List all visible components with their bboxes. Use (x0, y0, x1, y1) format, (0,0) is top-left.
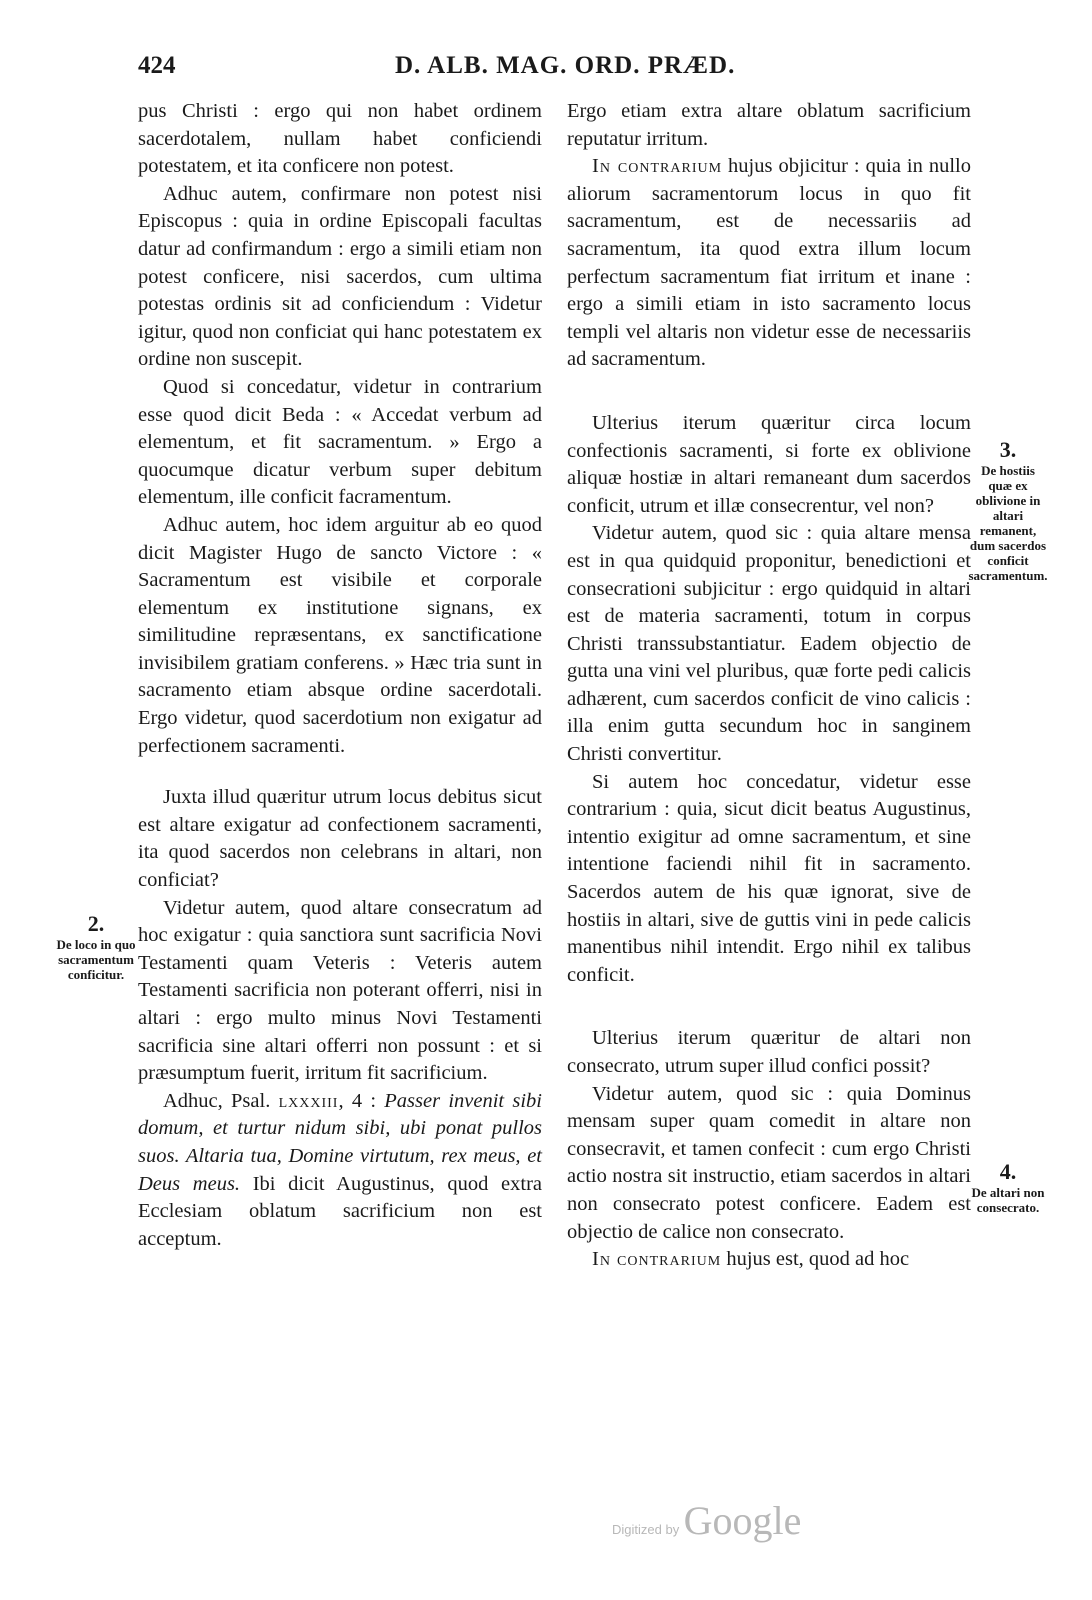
paragraph (567, 153, 971, 374)
paragraph: Ulterius iterum quæritur de altari non consecrato, utrum super illud confici possit? (567, 1027, 971, 1077)
text-run: Adhuc, Psal. (163, 1089, 279, 1112)
watermark-prefix: Digitized by (612, 1522, 680, 1537)
paragraph: Videtur autem, quod sic : quia Dominus mensam super quam comedit in altare non consecravit, et tamen confecit : cum ergo Christi actio nostra sit instructio, etiam sacerdos in altari non consecrato potest conficere. Eadem est objectio de calice non consecrato. (567, 1082, 971, 1243)
psalm-reference: lxxxiii (278, 1089, 339, 1112)
left-column (138, 98, 542, 1253)
paragraph: Videtur autem, quod sic : quia altare mensa est in qua quidquid proponitur, benedictioni et consecrationi subjicitur : ergo quidquid in altari est de materia sacramenti, totum in corpus Christi transsubstantiatur. Eadem objectio de gutta una vini vel pluribus, quæ forte pedi calicis adhærent, cum sacerdos conficit de vino calicis : illa enim gutta secundum hoc in sanginem Christi convertitur. (567, 522, 971, 766)
margin-note-3 (968, 437, 1048, 583)
paragraph: Quod si concedatur, videtur in contrarium esse quod dicit Beda : « Accedat verbum ad elementum, et fit sacramentum. » Ergo a quocumque dicatur verbum super debitum elementum, ille conficit facramentum. (138, 375, 542, 509)
margin-note-4 (968, 1159, 1048, 1215)
text-run: Ibi dicit Augustinus, quod extra Ecclesiam oblatum sacrificium non est acceptum. (138, 1172, 542, 1250)
digitized-watermark (612, 1497, 801, 1544)
paragraph: Adhuc autem, hoc idem arguitur ab eo quod dicit Magister Hugo de sancto Victore : « Sacramentum est visibile et corporale elementum ex institutione signans, ex similitudine repræsentans, ex sanctificatione invisibilem gratiam conferens. » Hæc tria sunt in sacramento etiam absque ordine sacerdotali. Ergo videtur, quod sacerdotium non exigatur ad perfectionem sacramenti. (138, 513, 542, 757)
paragraph (567, 1246, 971, 1274)
paragraph: Ergo etiam extra altare oblatum sacrificium reputatur irritum. (567, 100, 971, 150)
section-number: 2. (87, 911, 105, 936)
scripture-quote: Passer invenit sibi domum, et turtur nidum sibi, ubi ponat pullos suos. Altaria tua, Domine virtutum, rex meus, et Deus meus. (138, 1089, 542, 1195)
margin-gloss: De hostiis quæ ex oblivione in altari remanent, dum sacerdos conficit sacramentum. (968, 463, 1048, 583)
running-title: D. ALB. MAG. ORD. PRÆD. (395, 52, 736, 79)
paragraph: Ulterius iterum quæritur circa locum confectionis sacramenti, si forte ex oblivione aliquæ hostiæ in altari remaneant dum sacerdos conficit, utrum et illæ consecrentur, vel non? (567, 411, 971, 517)
margin-note-2 (52, 911, 140, 982)
paragraph: pus Christi : ergo qui non habet ordinem sacerdotalem, nullam habet conficiendi potestatem, et ita conficere non potest. (138, 100, 542, 178)
google-logo: Google (683, 1498, 802, 1543)
section-number: 3. (999, 437, 1017, 462)
paragraph: Si autem hoc concedatur, videtur esse contrarium : quia, sicut dicit beatus Augustinus, intentio exigitur ad omne sacramentum, et sine intentione faciendi nihil fit in sacramento. Sacerdos autem de his quæ ignorat, sive de hostiis in altari, sive de guttis vini in pede calicis manentibus nihil intendit. Ergo nihil ex talibus conficit. (567, 770, 971, 986)
paragraph: Juxta illud quæritur utrum locus debitus sicut est altare exigatur ad confectionem sacramenti, ita quod sacerdos non celebrans in altari, non conficiat? (138, 786, 542, 892)
text-run: hujus objicitur : quia in nullo aliorum sacramentorum locus in quo fit sacramentum, est de necessariis ad sacramentum, ita quod extra illum locum perfectum sacramentum fiat irritum et inane : ergo a simili etiam in isto sacramento locus templi vel altaris non videtur esse de necessariis ad sacramentum. (567, 155, 971, 371)
paragraph: Videtur autem, quod altare consecratum ad hoc exigatur : quia sanctiora sunt sacrificia Novi Testamenti quam Veteris : Veteris autem Testamenti sacrificia non poterant offerri, nisi in altari : ergo multo minus Novi Testamenti sacrificia sine altari offerri non possunt : et si præsumptum fuerit, irritum fit sacrificium. (138, 896, 542, 1085)
paragraph: Adhuc autem, confirmare non potest nisi Episcopus : quia in ordine Episcopali facultas datur ad confirmandum : ergo a simili etiam non potest conficere, nisi sacerdos, cum ultima potestas ordinis sit ad conficiendum : Videtur igitur, quod non conficiat qui hanc potestatem ex ordine non suscepit. (138, 182, 542, 371)
page-number: 424 (138, 52, 176, 79)
lead-words: In contrarium (592, 1248, 722, 1271)
right-column (567, 98, 971, 1274)
text-run: hujus est, quod ad hoc (721, 1248, 910, 1271)
paragraph (138, 1088, 542, 1254)
text-run: , 4 : (338, 1089, 385, 1112)
margin-gloss: De loco in quo sacramentum conficitur. (56, 937, 136, 982)
section-number: 4. (999, 1159, 1017, 1184)
lead-words: In contrarium (592, 155, 723, 178)
margin-gloss: De altari non consecrato. (971, 1185, 1045, 1215)
